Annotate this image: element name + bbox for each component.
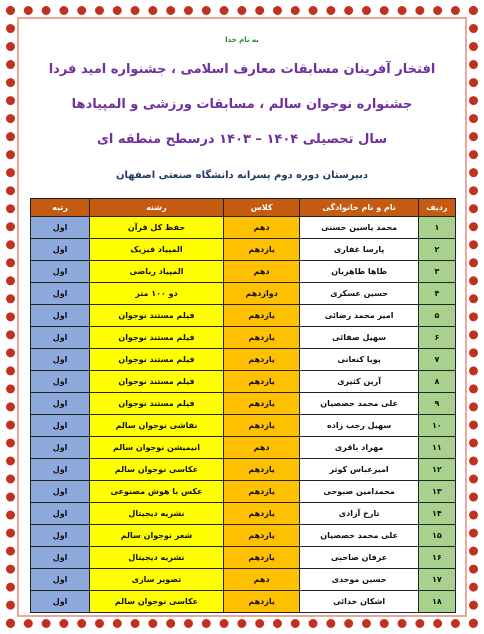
table-row bbox=[31, 283, 456, 305]
winners-table bbox=[30, 198, 456, 613]
table-row bbox=[31, 591, 456, 613]
row-index: ۱۷ bbox=[418, 569, 455, 591]
table-row bbox=[31, 525, 456, 547]
student-name: حسین موحدی bbox=[300, 569, 418, 591]
student-class: یازدهم bbox=[223, 349, 300, 371]
rank-value: اول bbox=[31, 415, 90, 437]
table-row bbox=[31, 547, 456, 569]
student-class: یازدهم bbox=[223, 415, 300, 437]
student-name: امیرعباس کوثر bbox=[300, 459, 418, 481]
row-index: ۱۶ bbox=[418, 547, 455, 569]
col-header-class: کلاس bbox=[223, 199, 300, 217]
rank-value: اول bbox=[31, 261, 90, 283]
rank-value: اول bbox=[31, 327, 90, 349]
rank-value: اول bbox=[31, 349, 90, 371]
table-row bbox=[31, 481, 456, 503]
student-class: یازدهم bbox=[223, 503, 300, 525]
row-index: ۱۰ bbox=[418, 415, 455, 437]
competition-field: عکاسی نوجوان سالم bbox=[90, 459, 224, 481]
table-row bbox=[31, 239, 456, 261]
school-name: دبیرستان دوره دوم پسرانه دانشگاه صنعتی اصفهان bbox=[115, 170, 369, 181]
table-row bbox=[31, 371, 456, 393]
rank-value: اول bbox=[31, 569, 90, 591]
row-index: ۶ bbox=[418, 327, 455, 349]
competition-field: حفظ کل قرآن bbox=[90, 217, 224, 239]
student-class: یازدهم bbox=[223, 393, 300, 415]
rank-value: اول bbox=[31, 503, 90, 525]
student-name: علی محمد حصصیان bbox=[300, 393, 418, 415]
student-name: پویا کنعانی bbox=[300, 349, 418, 371]
col-header-field: رشته bbox=[90, 199, 224, 217]
table-row bbox=[31, 349, 456, 371]
rank-value: اول bbox=[31, 481, 90, 503]
table-row bbox=[31, 415, 456, 437]
rank-value: اول bbox=[31, 459, 90, 481]
student-class: یازدهم bbox=[223, 239, 300, 261]
student-class: دهم bbox=[223, 437, 300, 459]
table-row bbox=[31, 459, 456, 481]
competition-field: عکس با هوش مصنوعی bbox=[90, 481, 224, 503]
col-header-index: ردیف bbox=[418, 199, 455, 217]
row-index: ۲ bbox=[418, 239, 455, 261]
table-row bbox=[31, 569, 456, 591]
rank-value: اول bbox=[31, 393, 90, 415]
row-index: ۵ bbox=[418, 305, 455, 327]
row-index: ۱۵ bbox=[418, 525, 455, 547]
competition-field: فیلم مستند نوجوان bbox=[90, 393, 224, 415]
row-index: ۸ bbox=[418, 371, 455, 393]
student-class: یازدهم bbox=[223, 371, 300, 393]
student-class: دهم bbox=[223, 569, 300, 591]
row-index: ۹ bbox=[418, 393, 455, 415]
rank-value: اول bbox=[31, 371, 90, 393]
table-header-row bbox=[31, 199, 456, 217]
student-name: پارسا غفاری bbox=[300, 239, 418, 261]
table-row bbox=[31, 503, 456, 525]
student-name: طاها طاهریان bbox=[300, 261, 418, 283]
student-name: محمد یاسین حسنی bbox=[300, 217, 418, 239]
student-class: یازدهم bbox=[223, 547, 300, 569]
competition-field: عکاسی نوجوان سالم bbox=[90, 591, 224, 613]
rank-value: اول bbox=[31, 305, 90, 327]
table-body bbox=[31, 217, 456, 613]
competition-field: انیمیشن نوجوان سالم bbox=[90, 437, 224, 459]
table-row bbox=[31, 327, 456, 349]
row-index: ۱ bbox=[418, 217, 455, 239]
student-name: علی محمد حصصیان bbox=[300, 525, 418, 547]
table-row bbox=[31, 437, 456, 459]
row-index: ۱۲ bbox=[418, 459, 455, 481]
student-name: امیر محمد رضائی bbox=[300, 305, 418, 327]
table-row bbox=[31, 393, 456, 415]
competition-field: فیلم مستند نوجوان bbox=[90, 349, 224, 371]
content-area bbox=[22, 22, 462, 612]
rank-value: اول bbox=[31, 591, 90, 613]
row-index: ۳ bbox=[418, 261, 455, 283]
student-name: آرین کثیری bbox=[300, 371, 418, 393]
student-name: حسین عسکری bbox=[300, 283, 418, 305]
table-row bbox=[31, 305, 456, 327]
row-index: ۱۱ bbox=[418, 437, 455, 459]
competition-field: نشریه دیجیتال bbox=[90, 547, 224, 569]
rank-value: اول bbox=[31, 437, 90, 459]
rank-value: اول bbox=[31, 283, 90, 305]
competition-field: فیلم مستند نوجوان bbox=[90, 371, 224, 393]
rank-value: اول bbox=[31, 217, 90, 239]
row-index: ۷ bbox=[418, 349, 455, 371]
competition-field: فیلم مستند نوجوان bbox=[90, 305, 224, 327]
student-class: یازدهم bbox=[223, 327, 300, 349]
student-name: محمدامین صبوحی bbox=[300, 481, 418, 503]
title-line-2: جشنواره نوجوان سالم ، مسابقات ورزشی و المپیادها bbox=[71, 97, 413, 112]
row-index: ۱۸ bbox=[418, 591, 455, 613]
student-name: سهیل رجب زاده bbox=[300, 415, 418, 437]
row-index: ۱۳ bbox=[418, 481, 455, 503]
rank-value: اول bbox=[31, 239, 90, 261]
student-class: یازدهم bbox=[223, 525, 300, 547]
student-class: دهم bbox=[223, 217, 300, 239]
competition-field: شعر نوجوان سالم bbox=[90, 525, 224, 547]
rank-value: اول bbox=[31, 525, 90, 547]
basmala-text: به نام خدا bbox=[225, 36, 259, 44]
student-name: عرفان صاحبی bbox=[300, 547, 418, 569]
student-class: یازدهم bbox=[223, 481, 300, 503]
table-row bbox=[31, 217, 456, 239]
student-name: سهیل صفائی bbox=[300, 327, 418, 349]
student-name: تارخ آزادی bbox=[300, 503, 418, 525]
title-line-3: سال تحصیلی ۱۴۰۴ – ۱۴۰۳ درسطح منطقه ای bbox=[96, 132, 388, 147]
student-name: اشکان خدائی bbox=[300, 591, 418, 613]
student-class: یازدهم bbox=[223, 305, 300, 327]
table-row bbox=[31, 261, 456, 283]
student-class: دوازدهم bbox=[223, 283, 300, 305]
competition-field: تصویر سازی bbox=[90, 569, 224, 591]
row-index: ۱۴ bbox=[418, 503, 455, 525]
row-index: ۴ bbox=[418, 283, 455, 305]
student-class: یازدهم bbox=[223, 459, 300, 481]
title-line-1: افتخار آفرینان مسابقات معارف اسلامی ، جشنواره امید فردا bbox=[48, 62, 436, 77]
competition-field: دو ۱۰۰ متر bbox=[90, 283, 224, 305]
rank-value: اول bbox=[31, 547, 90, 569]
competition-field: المپیاد ریاضی bbox=[90, 261, 224, 283]
competition-field: فیلم مستند نوجوان bbox=[90, 327, 224, 349]
student-class: دهم bbox=[223, 261, 300, 283]
competition-field: نشریه دیجیتال bbox=[90, 503, 224, 525]
competition-field: المپیاد فیزیک bbox=[90, 239, 224, 261]
col-header-name: نام و نام خانوادگی bbox=[300, 199, 418, 217]
student-name: مهراد باقری bbox=[300, 437, 418, 459]
competition-field: نقاشی نوجوان سالم bbox=[90, 415, 224, 437]
student-class: یازدهم bbox=[223, 591, 300, 613]
col-header-rank: رتبه bbox=[31, 199, 90, 217]
